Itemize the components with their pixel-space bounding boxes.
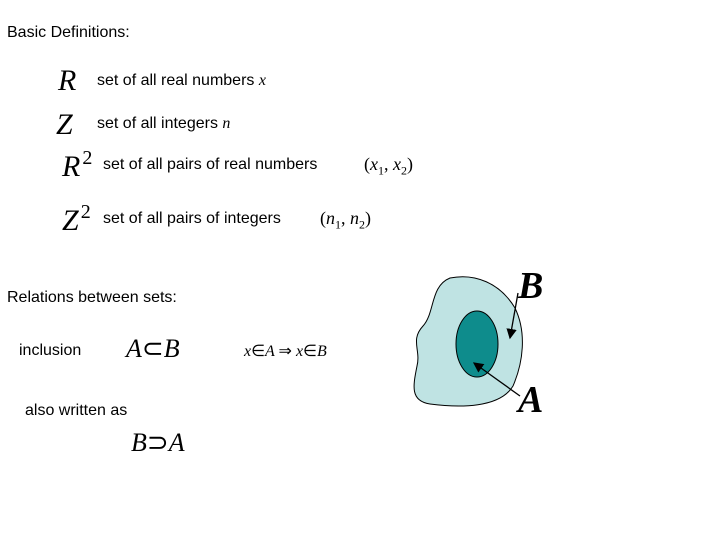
- integer-set-symbol: Z: [56, 108, 73, 141]
- integer-set-description: set of all integers n: [97, 115, 231, 132]
- outer-set-label: B: [518, 265, 544, 307]
- real-pairs-description: set of all pairs of real numbers: [103, 156, 318, 173]
- inclusion-formula: A⊂B: [126, 334, 180, 363]
- inclusion-implication: x∈A ⇒ x∈B: [244, 343, 327, 360]
- inner-set-label: A: [518, 379, 544, 421]
- inclusion-label: inclusion: [19, 342, 82, 359]
- superset-formula: B⊃A: [131, 428, 185, 457]
- real-pair-notation: ($x_1$, $x_2$): [364, 154, 413, 178]
- integer-pairs-description: set of all pairs of integers: [103, 210, 281, 227]
- also-written-label: also written as: [25, 402, 128, 419]
- integer-pair-notation: ($n_1$, $n_2$): [320, 208, 371, 232]
- definitions-heading: Basic Definitions:: [7, 24, 130, 41]
- inner-set-shape: [456, 311, 498, 377]
- real-set-symbol: R: [58, 64, 77, 97]
- real-set-description: set of all real numbers x: [97, 72, 266, 89]
- integer-pairs-symbol: Z $^2$: [62, 201, 91, 237]
- real-pairs-symbol: R $^2$: [62, 147, 93, 183]
- relations-heading: Relations between sets:: [7, 289, 177, 306]
